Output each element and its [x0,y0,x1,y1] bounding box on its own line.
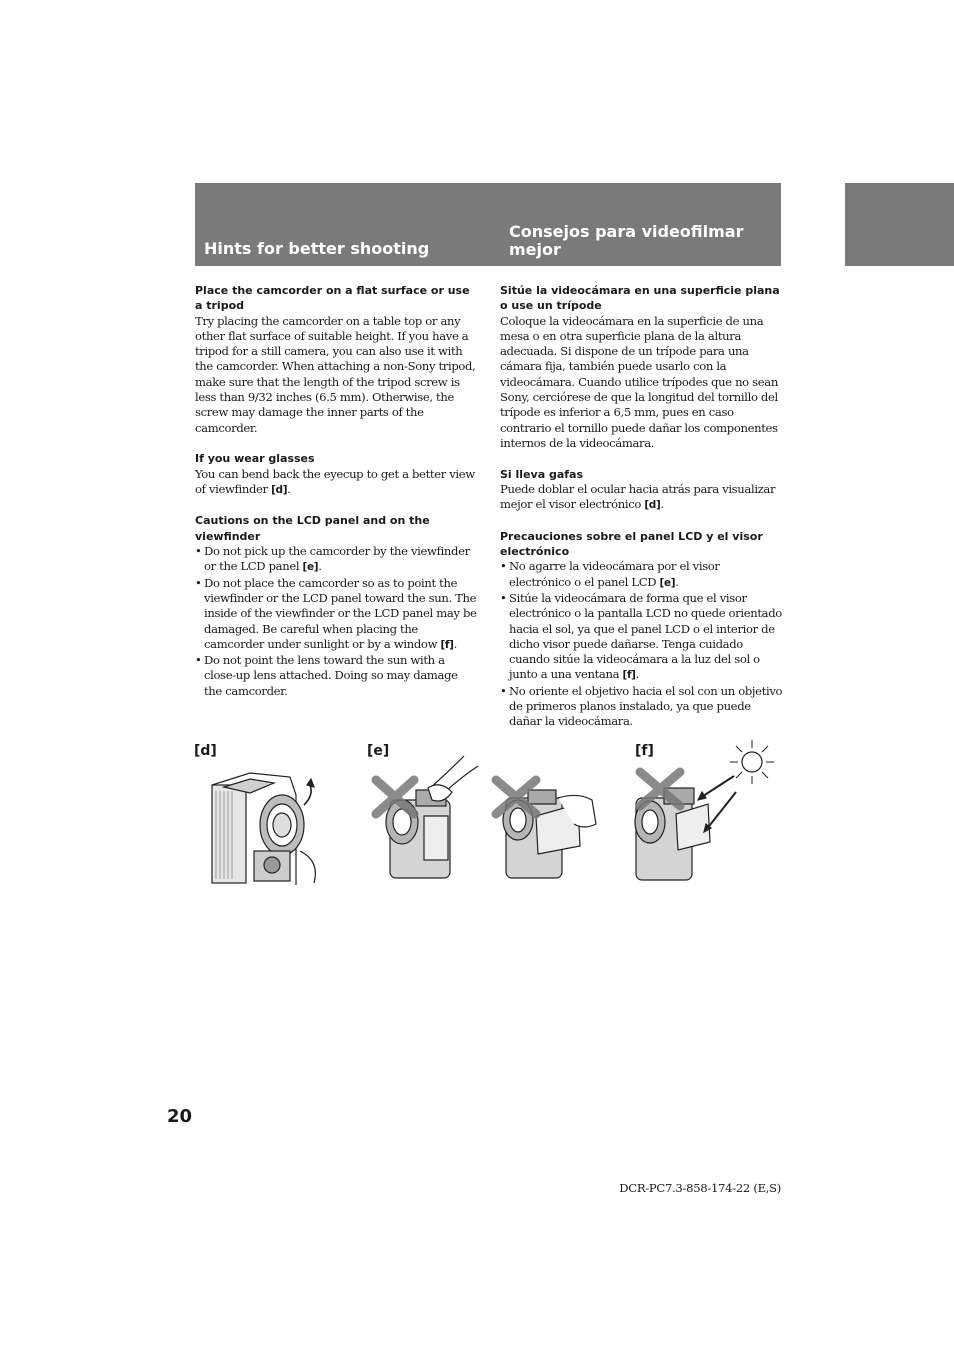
english-cautions-heading: Cautions on the LCD panel and on the viewfinder [195,514,430,543]
english-glasses-text: You can bend back the eyecup to get a better view of viewfinder [195,466,475,496]
figure-ref-d: [d] [644,499,661,512]
spanish-glasses-heading: Si lleva gafas [500,467,583,481]
figure-ref-e: [e] [302,561,319,574]
chapter-tab [845,183,954,266]
page-number: 20 [167,1106,193,1127]
english-column [195,283,478,699]
spanish-column [500,283,783,730]
spanish-cautions-list [500,559,783,729]
spanish-glasses-text: Puede doblar el ocular hacia atrás para visualizar mejor el visor electrónico [500,481,776,512]
spanish-cautions-heading: Precauciones sobre el panel LCD y el visor electrónico [500,529,763,559]
model-code: DCR-PC7.3-858-174-22 (E,S) [619,1181,781,1195]
section-title-english: Hints for better shooting [204,239,430,258]
spanish-tripod-heading: Sitúe la videocámara en una superficie plana o use un trípode [500,284,780,313]
list-item: • No agarre la videocámara por el visor electrónico o el panel LCD [e]. [500,559,783,591]
camcorder-facing-sun-illustration [628,738,780,884]
spanish-tripod-text: Coloque la videocámara en la superficie de una mesa o en otra superficie plana de la altura adecuada. Si dispone de un trípode para una cámara fija, también puede usarlo con la videocámara. Cuando utilice trípodes que no sean Sony, cerciórese de que la longitud del tornillo del trípode es inferior a 6,5 mm, pues en caso contrario el tornillo puede dañar los componentes internos de la videocámara. [500,313,778,450]
camcorder-held-by-viewfinder-illustration [368,752,488,884]
english-cautions-list [195,544,478,699]
list-item: • Sitúe la videocámara de forma que el visor electrónico o la pantalla LCD no quede orientado hacia el sol, ya que el panel LCD o el interior de dicho visor puede dañarse. Tenga cuidado cuando sitúe la videocámara a la luz del sol o junto a una ventana [f]. [500,591,783,684]
figure-label-d: [d] [194,743,217,759]
section-title-spanish: Consejos para videofilmar mejor [509,222,744,259]
figure-ref-f: [f] [622,669,636,682]
english-tripod-text: Try placing the camcorder on a table top or any other flat surface of suitable height. If you have a tripod for a still camera, you can also use it with the camcorder. When attaching a non-Sony tripod, make sure that the length of the tripod screw is less than 9/32 inches (6.5 mm). Otherwise, the screw may damage the inner parts of the camcorder. [195,313,476,435]
list-item: • Do not place the camcorder so as to point the viewfinder or the LCD panel toward the sun. The inside of the viewfinder or the LCD panel may be damaged. Be careful when placing the camcorder under sunlight or by a window [f]. [195,576,478,653]
figure-ref-d: [d] [271,483,288,496]
english-tripod-heading: Place the camcorder on a flat surface or use a tripod [195,284,470,313]
english-glasses-paragraph: You can bend back the eyecup to get a better view of viewfinder [d]. [195,466,475,496]
figure-ref-e: [e] [659,576,676,589]
eyecup-illustration [210,765,322,885]
list-item: • Do not point the lens toward the sun with a close-up lens attached. Doing so may damage the camcorder. [195,653,478,699]
list-item: • Do not pick up the camcorder by the viewfinder or the LCD panel [e]. [195,544,478,576]
english-glasses-heading: If you wear glasses [195,452,315,466]
camcorder-held-by-lcd-illustration [488,764,600,884]
figure-label-f: [f] [635,743,654,759]
list-item: • No oriente el objetivo hacia el sol con un objetivo de primeros planos instalado, ya que puede dañar la videocámara. [500,684,783,730]
spanish-glasses-paragraph: Puede doblar el ocular hacia atrás para visualizar mejor el visor electrónico [d]. [500,481,776,512]
figure-ref-f: [f] [440,638,454,651]
figure-label-e: [e] [367,743,390,759]
